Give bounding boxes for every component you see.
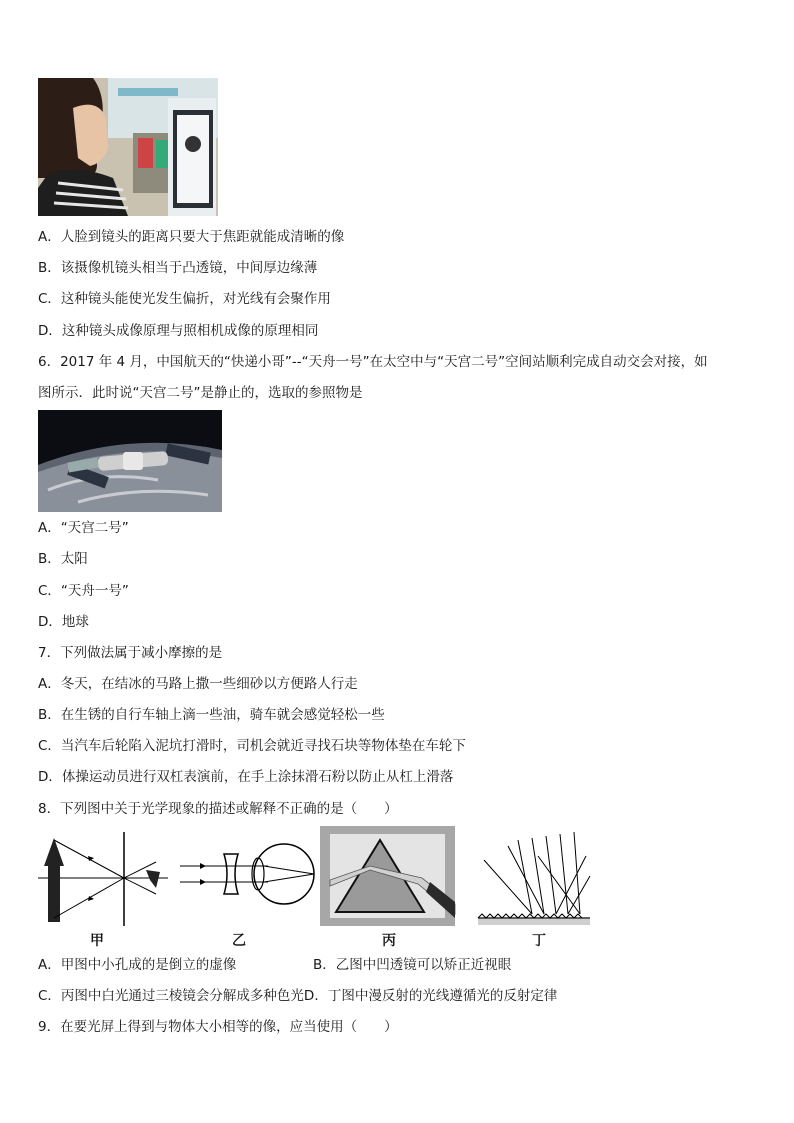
- q5-option-d: D．这种镜头成像原理与照相机成像的原理相同: [38, 323, 319, 339]
- q6-option-b: B．太阳: [38, 551, 88, 567]
- q7-option-c: C．当汽车后轮陷入泥坑打滑时，司机会就近寻找石块等物体垫在车轮下: [38, 738, 466, 754]
- q6-option-a: A．“天宫二号”: [38, 520, 129, 536]
- q8-option-cd: C．丙图中白光通过三棱镜会分解成多种色光D．丁图中漫反射的光线遵循光的反射定律: [38, 988, 558, 1004]
- concave-lens-eye-diagram: [180, 844, 314, 904]
- q5-option-a: A．人脸到镜头的距离只要大于焦距就能成清晰的像: [38, 229, 345, 245]
- q9-stem: 9．在要光屏上得到与物体大小相等的像，应当使用（ ）: [38, 1019, 398, 1035]
- q8-option-b: B．乙图中凹透镜可以矫正近视眼: [313, 957, 512, 973]
- diffuse-reflection-diagram: [478, 832, 590, 925]
- q8-option-a: A．甲图中小孔成的是倒立的虚像: [38, 957, 237, 973]
- q6-option-d: D．地球: [38, 614, 89, 630]
- figure-label-bing: 丙: [382, 933, 396, 949]
- q5-option-b: B．该摄像机镜头相当于凸透镜，中间厚边缘薄: [38, 260, 318, 276]
- figure-label-ding: 丁: [532, 933, 546, 949]
- figure-label-jia: 甲: [90, 933, 104, 949]
- q7-option-b: B．在生锈的自行车轴上滴一些油，骑车就会感觉轻松一些: [38, 707, 385, 723]
- figure-label-yi: 乙: [232, 933, 246, 949]
- q8-stem: 8．下列图中关于光学现象的描述或解释不正确的是（ ）: [38, 801, 398, 817]
- q7-option-d: D．体操运动员进行双杠表演前，在手上涂抹滑石粉以防止从杠上滑落: [38, 769, 454, 785]
- space-station-photo: [38, 410, 222, 512]
- prism-diagram: [320, 826, 455, 926]
- face-recognition-photo: [38, 78, 218, 216]
- q5-option-c: C．这种镜头能使光发生偏折，对光线有会聚作用: [38, 291, 331, 307]
- optics-figures: [38, 826, 594, 950]
- q6-stem-line1: 6．2017 年 4 月，中国航天的“快递小哥”--“天舟一号”在太空中与“天宫二号”空间站顺利完成自动交会对接，如: [38, 354, 708, 370]
- q6-option-c: C．“天舟一号”: [38, 583, 129, 599]
- q7-stem: 7．下列做法属于减小摩擦的是: [38, 645, 223, 661]
- q6-stem-line2: 图所示．此时说“天宫二号”是静止的，选取的参照物是: [38, 385, 363, 401]
- pinhole-diagram: [38, 832, 168, 926]
- q7-option-a: A．冬天，在结冰的马路上撒一些细砂以方便路人行走: [38, 676, 358, 692]
